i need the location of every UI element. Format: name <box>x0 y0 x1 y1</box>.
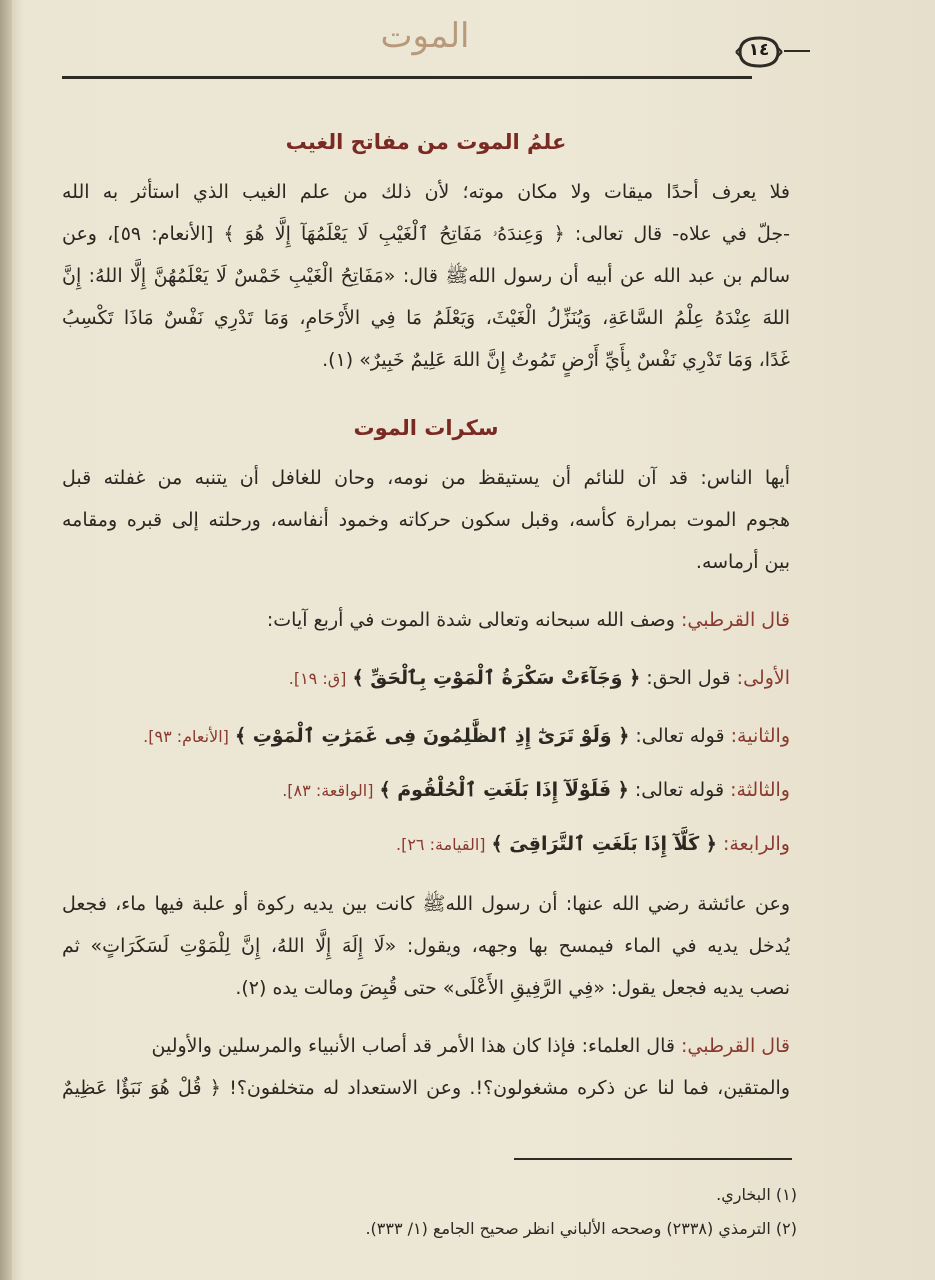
verse-line <box>62 658 790 698</box>
verse-label: الأولى: <box>736 667 790 689</box>
header-rule-end <box>784 50 810 52</box>
header-rule <box>62 76 752 79</box>
paragraph-line: -جلّ في علاه- قال تعالى: ﴿ وَعِندَهُۥ مَفَاتِحُ ٱلْغَيْبِ لَا يَعْلَمُهَآ إِلَّا هُوَ ﴾ [الأنعام: ٥٩]، وعن <box>62 223 790 245</box>
footnote <box>62 1182 797 1208</box>
verse-text: ﴿ وَجَآءَتْ سَكْرَةُ ٱلْمَوْتِ بِٱلْحَقِّ ﴾ <box>352 667 641 689</box>
verse-text: ﴿ كَلَّآ إِذَا بَلَغَتِ ٱلتَّرَاقِىَ ﴾ <box>491 833 717 855</box>
verse-text: ﴿ فَلَوْلَآ إِذَا بَلَغَتِ ٱلْحُلْقُومَ ﴾ <box>379 779 629 801</box>
verse-label: والثانية: <box>730 725 790 747</box>
footnote <box>62 1216 797 1242</box>
verse-line <box>62 824 790 864</box>
footnote-number: (١) <box>775 1185 797 1204</box>
paragraph-line: وعن عائشة رضي الله عنها: أن رسول اللهﷺ كانت بين يديه ركوة أو علبة فيها ماء، فجعل <box>62 893 790 915</box>
qurtubi-label: قال القرطبي: <box>681 1035 790 1057</box>
verse-intro: قول الحق: <box>646 667 731 689</box>
paragraph-line <box>62 1026 790 1066</box>
qurtubi-quote-line <box>62 600 790 640</box>
closing-text: قال العلماء: فإذا كان هذا الأمر قد أصاب الأنبياء والمرسلين والأولين <box>151 1035 675 1057</box>
page-binding-edge <box>0 0 12 1280</box>
footnote-number: (٢) <box>775 1219 797 1238</box>
paragraph-line: هجوم الموت بمرارة كأسه، وقبل سكون حركاته وخمود أنفاسه، ورحلته إلى قبره ومقامه <box>62 509 790 531</box>
verse-label: والرابعة: <box>722 833 790 855</box>
paragraph-line: يُدخل يديه في الماء فيمسح بها وجهه، ويقول: «لَا إِلَهَ إِلَّا اللهُ، إِنَّ لِلْمَوْتِ لَسَكَرَاتٍ» ثم <box>62 935 790 957</box>
page-number-badge <box>734 34 784 70</box>
paragraph-line: فلا يعرف أحدًا ميقات ولا مكان موته؛ لأن ذلك من علم الغيب الذي استأثر به الله <box>62 181 790 203</box>
section-title-death-throes: سكرات الموت <box>353 416 499 440</box>
verse-reference: [الأنعام: ٩٣]. <box>143 727 229 746</box>
paragraph-line: والمتقين، فما لنا عن ذكره مشغولون؟!. وعن الاستعداد له متخلفون؟! ﴿ قُلْ هُوَ نَبَؤٌا عَظِيمٌ <box>62 1077 790 1099</box>
verse-intro: قوله تعالى: <box>634 779 725 801</box>
verse-reference: [القيامة: ٢٦]. <box>396 835 486 854</box>
verse-text: ﴿ وَلَوْ تَرَىٰٓ إِذِ ٱلظَّٰلِمُونَ فِى غَمَرَٰتِ ٱلْمَوْتِ ﴾ <box>234 725 630 747</box>
paragraph-line: أيها الناس: قد آن للنائم أن يستيقظ من نومه، وحان للغافل أن يتنبه من غفلته قبل <box>62 467 790 489</box>
verse-line <box>62 770 790 810</box>
footnote-text: الترمذي (٢٣٣٨) وصححه الألباني انظر صحيح الجامع (١/ ٣٣٣). <box>365 1219 771 1238</box>
paragraph-line: نصب يديه فجعل يقول: «فِي الرَّفِيقِ الأَعْلَى» حتى قُبِضَ ومالت يده (٢). <box>235 977 790 999</box>
paragraph-line: بين أرماسه. <box>695 551 790 573</box>
footnote-separator <box>514 1158 792 1160</box>
verse-intro: قوله تعالى: <box>635 725 725 747</box>
running-head: الموت <box>380 16 470 56</box>
verse-reference: [الواقعة: ٨٣]. <box>282 781 374 800</box>
paragraph-line: سالم بن عبد الله عن أبيه أن رسول اللهﷺ قال: «مَفَاتِحُ الْغَيْبِ خَمْسٌ لَا يَعْلَمُهُنَّ إِلَّا اللهُ: إِنَّ <box>62 265 790 287</box>
paragraph-line: اللهَ عِنْدَهُ عِلْمُ السَّاعَةِ، وَيُنَزِّلُ الْغَيْثَ، وَيَعْلَمُ مَا فِي الأَرْحَامِ، وَمَا تَدْرِي نَفْسٌ مَاذَا تَكْسِبُ <box>62 307 790 329</box>
paragraph-line: غَدًا، وَمَا تَدْرِي نَفْسٌ بِأَيِّ أَرْضٍ تَمُوتُ إِنَّ اللهَ عَلِيمٌ خَبِيرٌ» (١). <box>322 349 790 371</box>
verse-label: والثالثة: <box>730 779 790 801</box>
verse-line <box>62 716 790 756</box>
section-title-knowledge-of-death: علمُ الموت من مفاتح الغيب <box>285 130 567 154</box>
page-number: ١٤ <box>748 40 770 60</box>
qurtubi-label: قال القرطبي: <box>681 609 790 631</box>
footnote-text: البخاري. <box>716 1185 771 1204</box>
verse-reference: [ق: ١٩]. <box>288 669 347 688</box>
qurtubi-text: وصف الله سبحانه وتعالى شدة الموت في أربع آيات: <box>266 609 675 631</box>
